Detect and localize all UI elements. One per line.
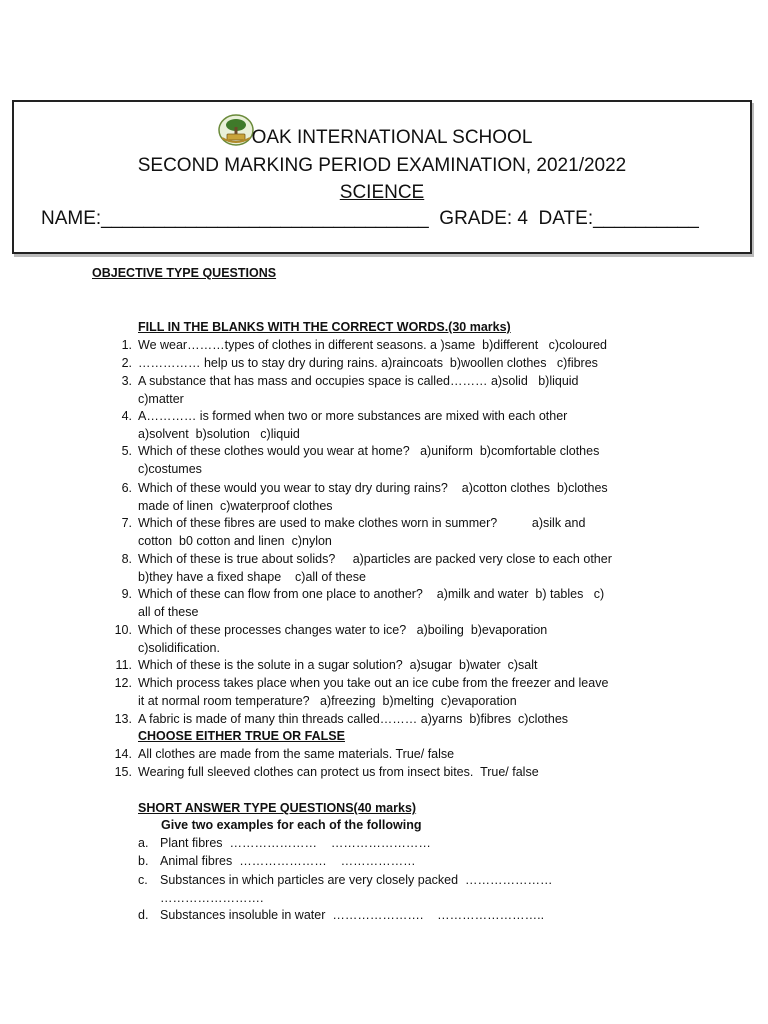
question-item-text: Which of these is the solute in a sugar solution? a)sugar b)water c)salt xyxy=(138,658,538,672)
short-answer-heading: SHORT ANSWER TYPE QUESTIONS(40 marks) xyxy=(138,801,417,815)
true-false-heading: CHOOSE EITHER TRUE OR FALSE xyxy=(138,729,345,743)
question-item-text: Which of these clothes would you wear at home? a)uniform b)comfortable clothes c)costumes xyxy=(138,444,600,476)
short-answer-item-text: Substances insoluble in water …………………. …………………….. xyxy=(160,908,545,922)
question-item-number: 6. xyxy=(121,481,132,495)
short-answer-item-text: Plant fibres ………………… …………………… xyxy=(160,836,431,850)
short-answer-item-text: Substances in which particles are very closely packed ………………… ……………………. xyxy=(160,873,553,905)
question-item-text: Which of these processes changes water to ice? a)boiling b)evaporation c)solidification. xyxy=(138,623,548,655)
short-answer-item-number: c. xyxy=(138,873,148,887)
question-item-text: Which of these can flow from one place to another? a)milk and water b) tables c) all of these xyxy=(138,587,605,619)
question-item-number: 5. xyxy=(121,444,132,458)
question-item-text: Which process takes place when you take out an ice cube from the freezer and leave it at normal room temperature? a)freezing b)melting c)evaporation xyxy=(138,676,609,708)
name-grade-date-line: NAME:_______________________________ GRADE: 4 DATE:__________ xyxy=(41,208,699,229)
question-item-number: 8. xyxy=(121,552,132,566)
exam-title: SECOND MARKING PERIOD EXAMINATION, 2021/2022 xyxy=(137,155,627,176)
question-item-text: Which of these is true about solids? a)particles are packed very close to each other b)they have a fixed shape c)all of these xyxy=(138,552,612,584)
short-answer-intro: Give two examples for each of the following xyxy=(161,818,422,832)
header-box xyxy=(12,100,752,254)
question-item-number: 12. xyxy=(114,676,132,690)
question-item-text: A fabric is made of many thin threads called……… a)yarns b)fibres c)clothes xyxy=(138,712,569,726)
question-item-text: …………… help us to stay dry during rains. a)raincoats b)woollen clothes c)fibres xyxy=(138,356,598,370)
question-item-text: A substance that has mass and occupies space is called……… a)solid b)liquid c)matter xyxy=(138,374,579,406)
fill-blanks-heading: FILL IN THE BLANKS WITH THE CORRECT WORDS.(30 marks) xyxy=(138,320,511,334)
question-item-text: We wear………types of clothes in different seasons. a )same b)different c)coloured xyxy=(138,338,607,352)
school-name: OAK INTERNATIONAL SCHOOL xyxy=(251,127,533,148)
question-item-number: 1. xyxy=(121,338,132,352)
true-false-item-text: Wearing full sleeved clothes can protect us from insect bites. True/ false xyxy=(138,765,539,779)
question-item-number: 11. xyxy=(115,658,132,672)
question-item-number: 3. xyxy=(121,374,132,388)
section-heading-objective: OBJECTIVE TYPE QUESTIONS xyxy=(92,266,277,280)
short-answer-item-number: d. xyxy=(138,908,149,922)
short-answer-item-number: b. xyxy=(138,854,149,868)
question-item-text: A………… is formed when two or more substances are mixed with each other a)solvent b)solution c)liquid xyxy=(138,409,568,441)
subject-title: SCIENCE xyxy=(339,182,425,203)
question-item-number: 2. xyxy=(121,356,132,370)
question-item-text: Which of these would you wear to stay dry during rains? a)cotton clothes b)clothes made of linen c)waterproof clothes xyxy=(138,481,608,513)
question-item-text: Which of these fibres are used to make clothes worn in summer? a)silk and cotton b0 cotton and linen c)nylon xyxy=(138,516,586,548)
true-false-item-number: 15. xyxy=(114,765,132,779)
question-item-number: 13. xyxy=(114,712,132,726)
true-false-item-text: All clothes are made from the same materials. True/ false xyxy=(138,747,455,761)
short-answer-item-text: Animal fibres ………………… ……………… xyxy=(160,854,416,868)
question-item-number: 4. xyxy=(121,409,132,423)
question-item-number: 9. xyxy=(121,587,132,601)
short-answer-item-number: a. xyxy=(138,836,149,850)
question-item-number: 7. xyxy=(121,516,132,530)
question-item-number: 10. xyxy=(114,623,132,637)
true-false-item-number: 14. xyxy=(114,747,132,761)
